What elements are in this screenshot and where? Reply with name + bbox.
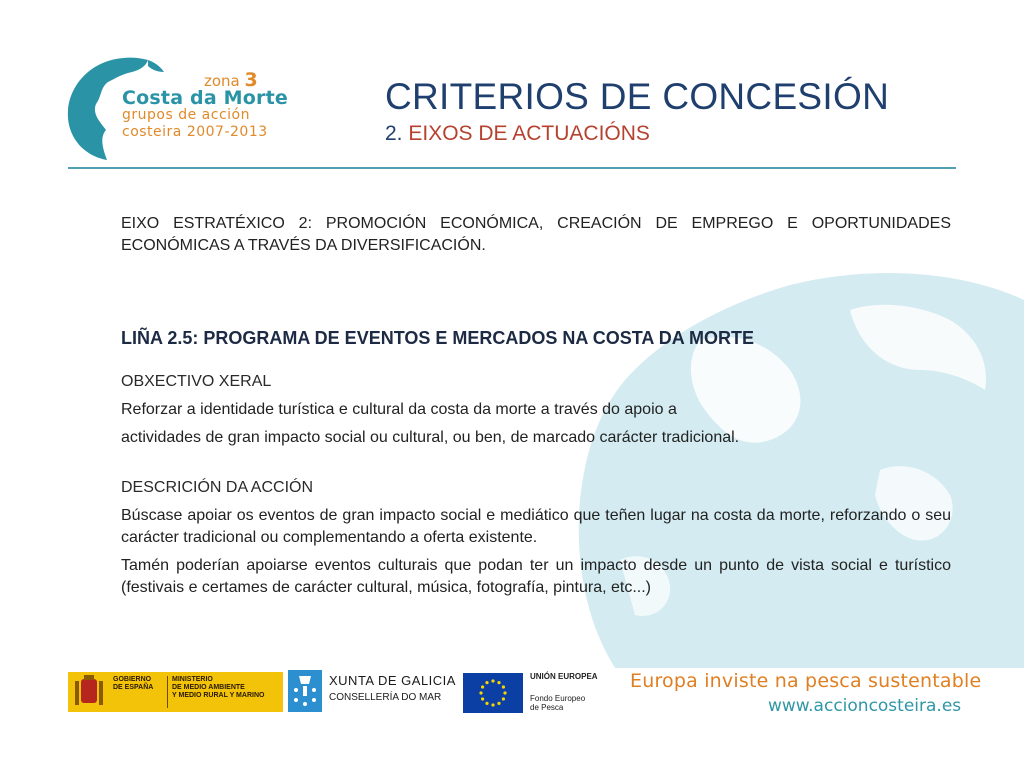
header-divider bbox=[68, 167, 956, 169]
subtitle-number: 2. bbox=[385, 122, 403, 145]
eu-fund-text: Fondo Europeo de Pesca bbox=[530, 694, 586, 712]
galicia-emblem-icon bbox=[288, 670, 322, 712]
spain-crest-icon bbox=[72, 673, 106, 711]
main-content bbox=[121, 213, 951, 599]
linha-title: LIÑA 2.5: PROGRAMA DE EVENTOS E MERCADOS NA COSTA DA MORTE bbox=[121, 328, 755, 348]
website-link[interactable]: www.accioncosteira.es bbox=[768, 696, 962, 716]
xunta-subtitle: CONSELLERÍA DO MAR bbox=[329, 692, 442, 703]
logo-line2: costeira 2007-2013 bbox=[122, 124, 268, 140]
xunta-title: XUNTA DE GALICIA bbox=[329, 673, 456, 688]
descricion-heading: DESCRICIÓN DA ACCIÓN bbox=[121, 479, 314, 496]
ministerio-text: MINISTERIO DE MEDIO AMBIENTE Y MEDIO RURAL Y MARINO bbox=[172, 676, 265, 699]
logo-zone: zona 3 bbox=[204, 69, 258, 91]
page-title: CRITERIOS DE CONCESIÓN bbox=[385, 76, 890, 117]
logo-line1: grupos de acción bbox=[122, 107, 250, 123]
obxectivo-line2: actividades de gran impacto social ou cultural, ou ben, de marcado carácter tradicional. bbox=[121, 429, 740, 446]
slogan: Europa inviste na pesca sustentable bbox=[630, 670, 982, 692]
logo-name: Costa da Morte bbox=[122, 87, 288, 109]
eu-title: UNIÓN EUROPEA bbox=[530, 672, 598, 681]
obxectivo-heading: OBXECTIVO XERAL bbox=[121, 373, 272, 390]
subtitle-text: EIXOS DE ACTUACIÓNS bbox=[408, 122, 650, 145]
gobierno-divider bbox=[167, 676, 168, 708]
gobierno-text: GOBIERNO DE ESPAÑA bbox=[113, 676, 154, 691]
descricion-paragraph-1: Búscase apoiar os eventos de gran impacto social e mediático que teñen lugar na costa da morte, reforzando o seu carácter tradicional ou complementando a oferta existente. bbox=[121, 507, 951, 546]
page-subtitle bbox=[385, 122, 650, 146]
eixo-paragraph: EIXO ESTRATÉXICO 2: PROMOCIÓN ECONÓMICA, CREACIÓN DE EMPREGO E OPORTUNIDADES ECONÓMICAS A TRAVÉS DA DIVERSIFICACIÓN. bbox=[121, 215, 951, 254]
descricion-paragraph-2: Tamén poderían apoiarse eventos culturais que podan ter un impacto desde un punto de vista social e turístico (festivais e certames de carácter cultural, música, fotografía, pintura, etc...) bbox=[121, 557, 951, 596]
obxectivo-line1: Reforzar a identidade turística e cultural da costa da morte a través do apoio a bbox=[121, 401, 677, 418]
logo-text bbox=[122, 69, 288, 141]
eu-flag-icon bbox=[463, 673, 523, 713]
